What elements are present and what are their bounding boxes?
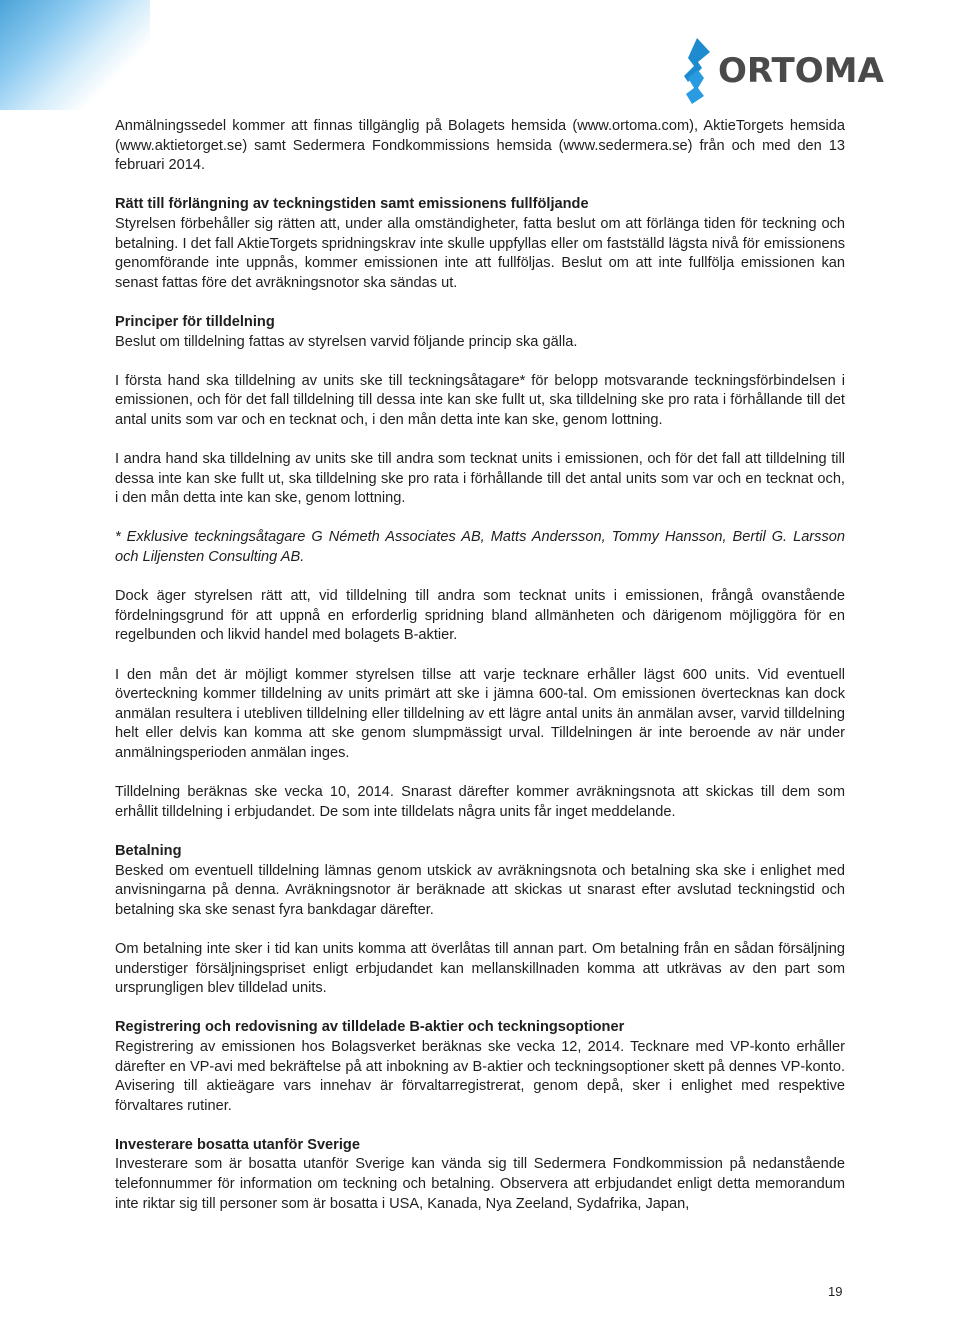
section-heading: Rätt till förlängning av teckningstiden samt emissionens fullföljande bbox=[115, 196, 589, 213]
footnote: * Exklusive teckningsåtagare G Németh Associates AB, Matts Andersson, Tommy Hansson, Bertil G. Larsson och Liljensten Consulting AB. bbox=[115, 529, 845, 566]
paragraph: Registrering av emissionen hos Bolagsverket beräknas ske vecka 12, 2014. Tecknare med VP-konto erhåller därefter en VP-avi med bekräftelse på att inbokning av B-aktier och teckningsoptioner skett på dennes VP-konto. Avisering till aktieägare vars innehav är förvaltarregistrerat, genom depå, sker i enlighet med respektive förvaltares rutiner. bbox=[115, 1038, 845, 1114]
document-body bbox=[115, 117, 845, 1214]
paragraph: Besked om eventuell tilldelning lämnas genom utskick av avräkningsnota och betalning ska ske i enlighet med anvisningarna på denna. Avräkningsnotor är beräknade att skickas ut snarast efter avslutad teckningstid och betalning ska ske senast fyra bankdagar därefter. bbox=[115, 862, 845, 918]
section-heading: Investerare bosatta utanför Sverige bbox=[115, 1136, 360, 1153]
paragraph: I första hand ska tilldelning av units ske till teckningsåtagare* för belopp motsvarande teckningsförbindelsen i emissionen, och för det fall tilldelning till dessa inte kan ske fullt ut, ska tilldelning ske pro rata i förhållande till det antal units som var och en tecknat och, i den mån detta inte kan ske, genom lottning. bbox=[115, 372, 845, 428]
paragraph: Tilldelning beräknas ske vecka 10, 2014. Snarast därefter kommer avräkningsnota att skickas till dem som erhållit tilldelning i erbjudandet. De som inte tilldelats några units får inget meddelande. bbox=[115, 784, 845, 820]
paragraph: Beslut om tilldelning fattas av styrelsen varvid följande princip ska gälla. bbox=[115, 333, 578, 350]
paragraph: I andra hand ska tilldelning av units ske till andra som tecknat units i emissionen, och för det fall att tilldelning till dessa inte kan ske fullt ut, ska tilldelning ske pro rata i förhållande till det antal units som var och en tecknat och, i den mån detta inte kan ske, genom lottning. bbox=[115, 451, 845, 507]
page-number: 19 bbox=[828, 1284, 843, 1299]
paragraph: Om betalning inte sker i tid kan units komma att överlåtas till annan part. Om betalning från en sådan försäljning understiger försäljningspriset enligt erbjudandet kan mellanskillnaden komma att utkrävas av den part som ursprungligen blev tilldelad units. bbox=[115, 940, 845, 997]
paragraph: I den mån det är möjligt kommer styrelsen tillse att varje tecknare erhåller lägst 600 units. Vid eventuell överteckning kommer tilldelning av units primärt att ske i jämna 600-tal. Om emissionen övertecknas kan dock anmälan resultera i utebliven tilldelning eller tilldelning av ett lägre antal units än anmälan avser, varvid tilldelning helt eller delvis kan komma att ske genom slumpmässigt urval. Tilldelningen är inte beroende av när under anmälningsperioden anmälan inges. bbox=[115, 666, 845, 761]
paragraph: Styrelsen förbehåller sig rätten att, under alla omständigheter, fatta beslut om att förlänga tiden för teckning och betalning. I det fall AktieTorgets spridningskrav inte skulle uppfyllas eller om fastställd lägsta nivå för emissionens genomförande inte uppnås, kommer emissionen inte att fullföljas. Beslut om att inte fullfölja emissionen kan senast fattas före det avräkningsnotor ska sändas ut. bbox=[115, 215, 845, 291]
section-heading: Registrering och redovisning av tilldelade B-aktier och teckningsoptioner bbox=[115, 1019, 625, 1036]
logo-text: ORTOMA bbox=[718, 51, 884, 91]
section-heading: Principer för tilldelning bbox=[115, 313, 275, 330]
corner-decoration bbox=[0, 0, 150, 110]
paragraph: Investerare som är bosatta utanför Sverige kan vända sig till Sedermera Fondkommission på nedanstående telefonnummer för information om teckning och betalning. Observera att erbjudandet enligt detta memorandum inte riktar sig till personer som är bosatta i USA, Kanada, Nya Zeeland, Sydafrika, Japan, bbox=[115, 1156, 845, 1212]
ortoma-logo bbox=[684, 38, 884, 104]
paragraph: Anmälningssedel kommer att finnas tillgänglig på Bolagets hemsida (www.ortoma.com), AktieTorgets hemsida (www.aktietorget.se) samt Sedermera Fondkommissions hemsida (www.sedermera.se) från och med den 13 februari 2014. bbox=[115, 118, 845, 174]
ortoma-logo-icon bbox=[684, 38, 710, 104]
section-heading: Betalning bbox=[115, 842, 182, 859]
paragraph: Dock äger styrelsen rätt att, vid tilldelning till andra som tecknat units i emissionen, frångå ovanstående fördelningsgrund för att uppnå en erforderlig spridning bland allmänheten och därigenom möjliggöra för en regelbunden och likvid handel med bolagets B-aktier. bbox=[115, 588, 845, 644]
